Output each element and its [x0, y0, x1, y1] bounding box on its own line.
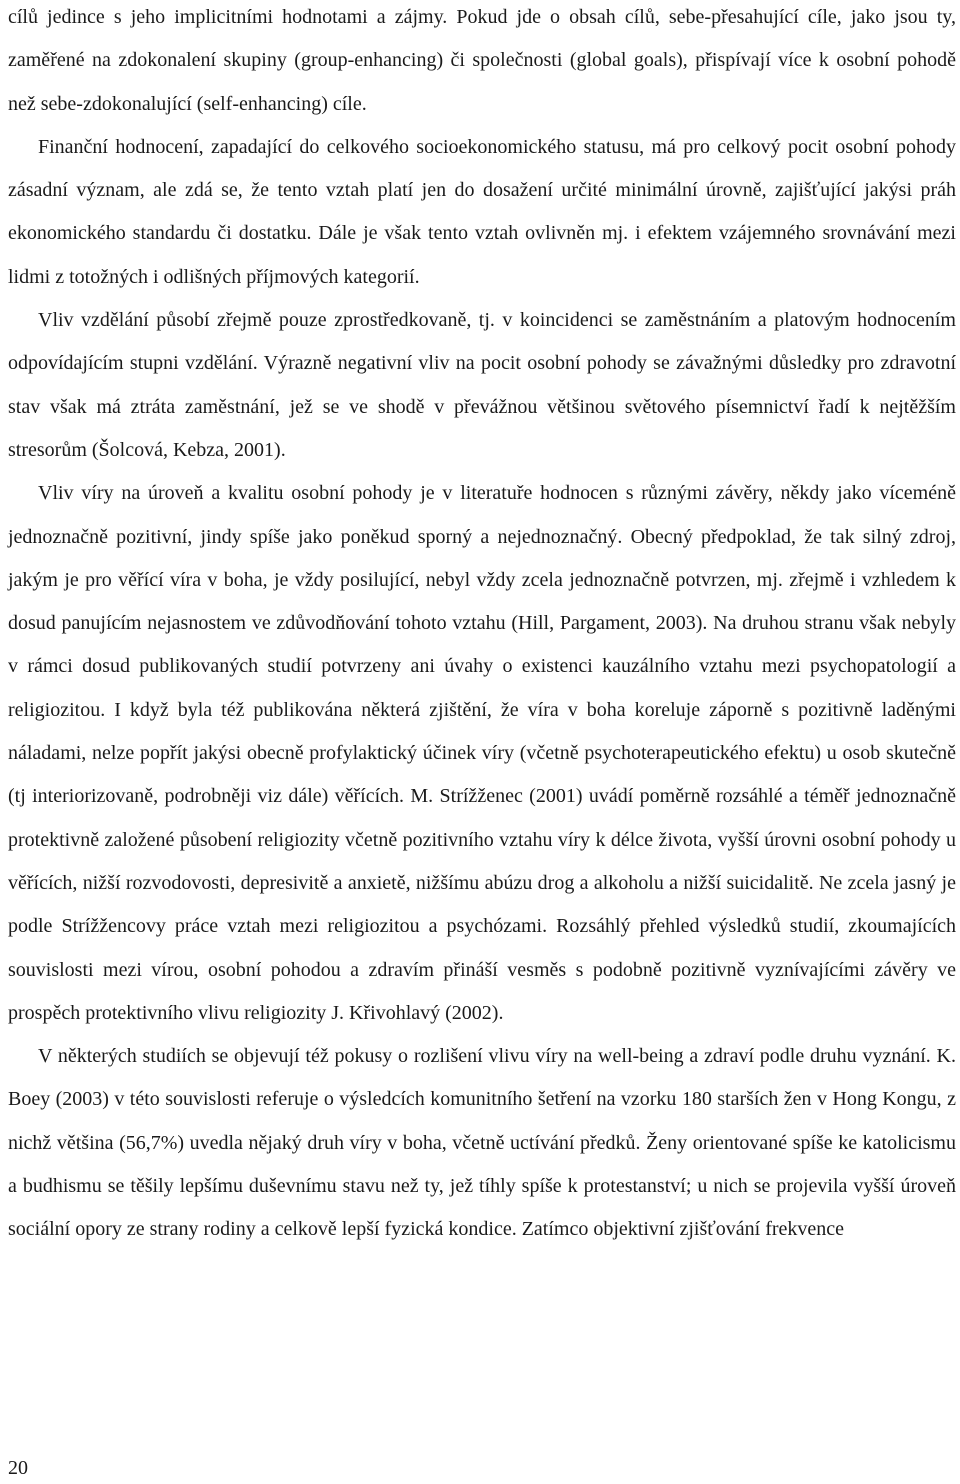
paragraph-continuation: cílů jedince s jeho implicitními hodnotami a zájmy. Pokud jde o obsah cílů, sebe-přesahující cíle, jako jsou ty, zaměřené na zdokonalení skupiny (group-enhancing) či společnosti (global goals), přispívají více k osobní pohodě než sebe-zdokonalující (self-enhancing) cíle.: [8, 6, 956, 115]
paragraph-financial: Finanční hodnocení, zapadající do celkového socioekonomického statusu, má pro celkový pocit osobní pohody zásadní význam, ale zdá se, že tento vztah platí jen do dosažení určité minimální úrovně, zajišťující jakýsi práh ekonomického standardu či dostatku. Dále je však tento vztah ovlivněn mj. i efektem vzájemného srovnávání mezi lidmi z totožných i odlišných příjmových kategorií.: [8, 135, 956, 288]
page-number: 20: [8, 1457, 28, 1479]
paragraph-denomination: V některých studiích se objevují též pokusy o rozlišení vlivu víry na well-being a zdraví podle druhu vyznání. K. Boey (2003) v této souvislosti referuje o výsledcích komunitního šetření na vzorku 180 starších žen v Hong Kongu, z nichž většina (56,7%) uvedla nějaký druh víry v boha, včetně uctívání předků. Ženy orientované spíše ke katolicismu a budhismu se těšily lepšímu duševnímu stavu než ty, jež tíhly spíše k protestanství; u nich se projevila vyšší úroveň sociální opory ze strany rodiny a celkově lepší fyzická kondice. Zatímco objektivní zjišťování frekvence: [8, 1045, 956, 1241]
paragraph-faith: Vliv víry na úroveň a kvalitu osobní pohody je v literatuře hodnocen s různými závěry, někdy jako víceméně jednoznačně pozitivní, jindy spíše jako poněkud sporný a nejednoznačný. Obecný předpoklad, že tak silný zdroj, jakým je pro věřící víra v boha, je vždy posilující, nebyl vždy zcela jednoznačně potvrzen, mj. zřejmě i vzhledem k dosud panujícím nejasnostem ve zdůvodňování tohoto vztahu (Hill, Pargament, 2003). Na druhou stranu však nebyly v rámci dosud publikovaných studií potvrzeny ani úvahy o existenci kauzálního vztahu mezi psychopatologií a religiozitou. I když byla též publikována některá zjištění, že víra v boha koreluje záporně s pozitivně laděnými náladami, nelze popřít jakýsi obecně profylaktický účinek víry (včetně psychoterapeutického efektu) u osob skutečně (tj interiorizovaně, podrobněji viz dále) věřících. M. Strížženec (2001) uvádí poměrně rozsáhlé a téměř jednoznačně protektivně založené působení religiozity včetně pozitivního vztahu víry k délce života, vyšší úrovni osobní pohody u věřících, nižší rozvodovosti, depresivitě a anxietě, nižšímu abúzu drog a alkoholu a nižší suicidalitě. Ne zcela jasný je podle Strížžencovy práce vztah mezi religiozitou a psychózami. Rozsáhlý přehled výsledků studií, zkoumajících souvislosti mezi vírou, osobní pohodou a zdravím přináší vesměs s podobně pozitivně vyznívajícími závěry ve prospěch protektivního vlivu religiozity J. Křivohlavý (2002).: [8, 482, 956, 1024]
paragraph-education: Vliv vzdělání působí zřejmě pouze zprostředkovaně, tj. v koincidenci se zaměstnáním a platovým hodnocením odpovídajícím stupni vzdělání. Výrazně negativní vliv na pocit osobní pohody se závažnými důsledky pro zdravotní stav však má ztráta zaměstnání, jež se ve shodě v převážnou většinou světového písemnictví řadí k nejtěžším stresorům (Šolcová, Kebza, 2001).: [8, 309, 956, 461]
body-text: [8, 0, 956, 1252]
